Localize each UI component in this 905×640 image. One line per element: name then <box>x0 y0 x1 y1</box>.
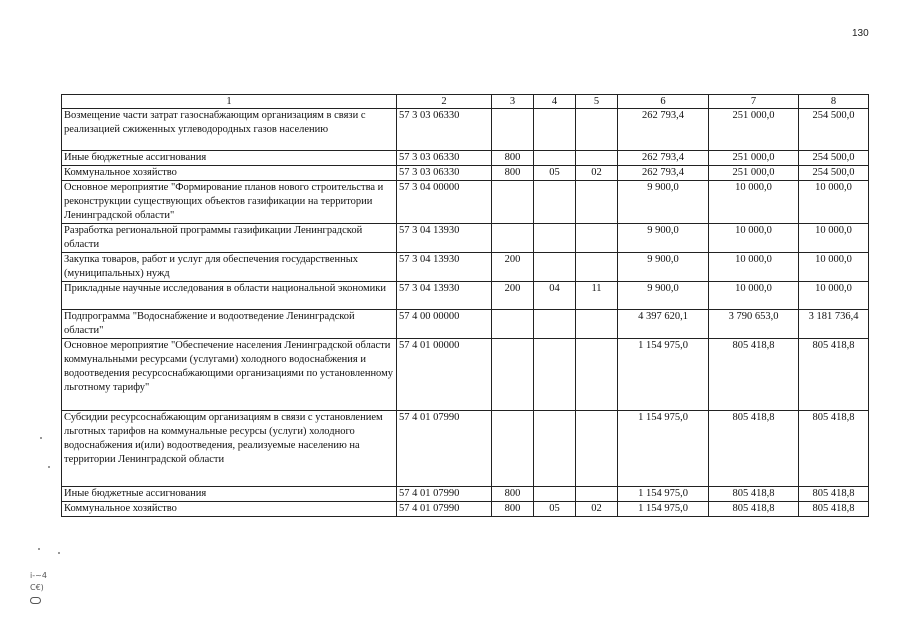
row-value-7: 10 000,0 <box>709 181 799 224</box>
header-cell: 3 <box>492 95 534 109</box>
row-value-6: 9 900,0 <box>618 224 709 253</box>
row-name: Закупка товаров, работ и услуг для обеспечения государственных (муниципальных) нужд <box>62 253 397 282</box>
table-row <box>62 310 869 339</box>
row-value-6: 1 154 975,0 <box>618 411 709 487</box>
scan-artifact: i-~4 <box>30 571 47 580</box>
row-value-8: 10 000,0 <box>799 282 869 310</box>
row-subsection <box>576 181 618 224</box>
row-section <box>534 151 576 166</box>
budget-table <box>61 94 869 517</box>
row-code: 57 4 01 07990 <box>397 487 492 502</box>
table-row <box>62 411 869 487</box>
scan-speck <box>58 552 60 554</box>
row-value-6: 9 900,0 <box>618 282 709 310</box>
row-value-8: 805 418,8 <box>799 411 869 487</box>
row-value-7: 3 790 653,0 <box>709 310 799 339</box>
row-subsection <box>576 224 618 253</box>
row-type <box>492 310 534 339</box>
row-code: 57 3 04 13930 <box>397 224 492 253</box>
row-code: 57 4 01 07990 <box>397 502 492 517</box>
row-subsection: 11 <box>576 282 618 310</box>
row-code: 57 4 01 07990 <box>397 411 492 487</box>
header-cell: 4 <box>534 95 576 109</box>
row-name: Иные бюджетные ассигнования <box>62 151 397 166</box>
row-code: 57 3 03 06330 <box>397 109 492 151</box>
row-name: Субсидии ресурсоснабжающим организациям в связи с установлением льготных тарифов на коммунальные ресурсы (услуги) холодного водоснабжения и(или) водоотведения, реализуемые населению на территории Ленинградской области <box>62 411 397 487</box>
row-name: Разработка региональной программы газификации Ленинградской области <box>62 224 397 253</box>
scan-speck <box>40 437 42 439</box>
row-value-8: 805 418,8 <box>799 339 869 411</box>
row-subsection <box>576 310 618 339</box>
header-cell: 7 <box>709 95 799 109</box>
row-value-7: 805 418,8 <box>709 487 799 502</box>
row-section <box>534 253 576 282</box>
row-value-8: 10 000,0 <box>799 181 869 224</box>
row-subsection <box>576 487 618 502</box>
row-subsection <box>576 253 618 282</box>
header-cell: 1 <box>62 95 397 109</box>
row-name: Иные бюджетные ассигнования <box>62 487 397 502</box>
row-section <box>534 181 576 224</box>
row-type: 200 <box>492 253 534 282</box>
row-value-6: 1 154 975,0 <box>618 502 709 517</box>
row-section <box>534 411 576 487</box>
row-subsection: 02 <box>576 166 618 181</box>
row-type: 800 <box>492 151 534 166</box>
row-value-7: 10 000,0 <box>709 224 799 253</box>
row-name: Коммунальное хозяйство <box>62 502 397 517</box>
row-code: 57 3 04 13930 <box>397 282 492 310</box>
row-subsection <box>576 411 618 487</box>
row-value-6: 262 793,4 <box>618 109 709 151</box>
row-value-7: 10 000,0 <box>709 253 799 282</box>
row-type <box>492 181 534 224</box>
scan-artifact-marks <box>30 570 47 604</box>
row-type <box>492 339 534 411</box>
row-section: 05 <box>534 502 576 517</box>
row-subsection <box>576 339 618 411</box>
row-value-7: 10 000,0 <box>709 282 799 310</box>
header-cell: 5 <box>576 95 618 109</box>
row-type <box>492 224 534 253</box>
row-name: Прикладные научные исследования в области национальной экономики <box>62 282 397 310</box>
table-row <box>62 502 869 517</box>
row-value-6: 9 900,0 <box>618 181 709 224</box>
row-value-6: 1 154 975,0 <box>618 487 709 502</box>
row-value-8: 3 181 736,4 <box>799 310 869 339</box>
row-type <box>492 109 534 151</box>
row-code: 57 3 04 00000 <box>397 181 492 224</box>
scan-speck <box>48 466 50 468</box>
row-code: 57 3 03 06330 <box>397 151 492 166</box>
row-code: 57 3 04 13930 <box>397 253 492 282</box>
row-value-6: 262 793,4 <box>618 166 709 181</box>
row-value-7: 251 000,0 <box>709 151 799 166</box>
row-section <box>534 109 576 151</box>
row-value-7: 805 418,8 <box>709 339 799 411</box>
table-row <box>62 181 869 224</box>
row-section <box>534 339 576 411</box>
row-name: Коммунальное хозяйство <box>62 166 397 181</box>
row-type: 800 <box>492 502 534 517</box>
row-value-8: 10 000,0 <box>799 253 869 282</box>
table-row <box>62 282 869 310</box>
row-value-7: 251 000,0 <box>709 109 799 151</box>
row-type: 800 <box>492 487 534 502</box>
row-value-6: 1 154 975,0 <box>618 339 709 411</box>
row-subsection <box>576 151 618 166</box>
table-row <box>62 166 869 181</box>
table-row <box>62 253 869 282</box>
header-cell: 2 <box>397 95 492 109</box>
scan-speck <box>38 548 40 550</box>
row-code: 57 3 03 06330 <box>397 166 492 181</box>
row-code: 57 4 00 00000 <box>397 310 492 339</box>
row-subsection: 02 <box>576 502 618 517</box>
row-value-8: 805 418,8 <box>799 502 869 517</box>
row-value-7: 251 000,0 <box>709 166 799 181</box>
table-row <box>62 487 869 502</box>
table-row <box>62 224 869 253</box>
row-value-6: 262 793,4 <box>618 151 709 166</box>
header-cell: 6 <box>618 95 709 109</box>
row-subsection <box>576 109 618 151</box>
row-value-8: 10 000,0 <box>799 224 869 253</box>
scan-artifact: C€) <box>30 583 44 592</box>
row-code: 57 4 01 00000 <box>397 339 492 411</box>
table-row <box>62 109 869 151</box>
row-type: 800 <box>492 166 534 181</box>
row-name: Подпрограмма "Водоснабжение и водоотведение Ленинградской области" <box>62 310 397 339</box>
row-value-8: 254 500,0 <box>799 166 869 181</box>
row-value-6: 9 900,0 <box>618 253 709 282</box>
row-name: Основное мероприятие "Обеспечение населения Ленинградской области коммунальными ресурсами (услугами) холодного водоснабжения и водоотведения ресурсоснабжающими организациями по установленному льготному тарифу" <box>62 339 397 411</box>
page-number: 130 <box>852 28 869 39</box>
scan-artifact-ring <box>30 597 41 604</box>
row-type: 200 <box>492 282 534 310</box>
row-name: Основное мероприятие "Формирование планов нового строительства и реконструкции существующих объектов газификации на территории Ленинградской области" <box>62 181 397 224</box>
row-value-7: 805 418,8 <box>709 502 799 517</box>
row-value-8: 254 500,0 <box>799 109 869 151</box>
table-row <box>62 339 869 411</box>
row-value-8: 805 418,8 <box>799 487 869 502</box>
row-name: Возмещение части затрат газоснабжающим организациям в связи с реализацией сжиженных углеводородных газов населению <box>62 109 397 151</box>
table-header-row <box>62 95 869 109</box>
table-row <box>62 151 869 166</box>
row-value-7: 805 418,8 <box>709 411 799 487</box>
row-section <box>534 487 576 502</box>
row-section <box>534 224 576 253</box>
row-type <box>492 411 534 487</box>
row-section: 05 <box>534 166 576 181</box>
row-section <box>534 310 576 339</box>
header-cell: 8 <box>799 95 869 109</box>
row-section: 04 <box>534 282 576 310</box>
row-value-8: 254 500,0 <box>799 151 869 166</box>
row-value-6: 4 397 620,1 <box>618 310 709 339</box>
